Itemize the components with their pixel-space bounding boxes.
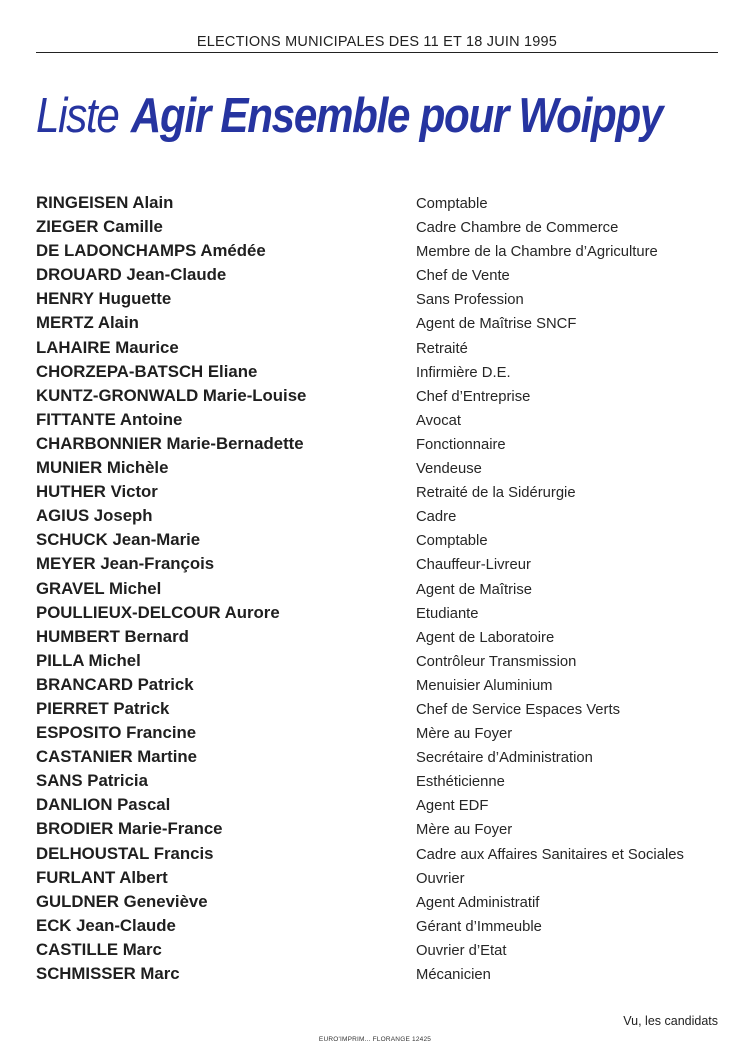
candidate-occupation: Contrôleur Transmission: [416, 653, 577, 670]
candidate-name: GRAVEL Michel: [36, 578, 162, 598]
candidate-row: [0, 458, 750, 482]
candidate-name: PIERRET Patrick: [36, 698, 170, 718]
candidate-occupation: Fonctionnaire: [416, 436, 506, 453]
candidate-occupation: Chef d’Entreprise: [416, 388, 531, 405]
candidate-name: ESPOSITO Francine: [36, 723, 197, 743]
candidate-row: [0, 554, 750, 578]
candidate-name: MEYER Jean-François: [36, 554, 215, 574]
candidate-row: [0, 362, 750, 386]
candidate-name: CASTILLE Marc: [36, 939, 162, 959]
candidate-row: [0, 482, 750, 506]
candidate-name: RINGEISEN Alain: [36, 193, 174, 212]
candidate-occupation: Comptable: [416, 533, 488, 550]
candidate-occupation: Agent de Maîtrise: [416, 581, 532, 598]
candidate-row: [0, 723, 750, 747]
list-title: [36, 88, 663, 144]
candidate-occupation: Mère au Foyer: [416, 726, 513, 743]
candidate-row: [0, 289, 750, 313]
candidate-occupation: Secrétaire d’Administration: [416, 750, 593, 767]
candidate-row: [0, 627, 750, 651]
candidate-occupation: Chauffeur-Livreur: [416, 557, 531, 574]
candidate-occupation: Agent EDF: [416, 798, 489, 815]
candidate-occupation: Membre de la Chambre d’Agriculture: [416, 244, 658, 261]
candidate-row: [0, 530, 750, 554]
candidate-name: BRANCARD Patrick: [36, 674, 194, 694]
election-header: ELECTIONS MUNICIPALES DES 11 ET 18 JUIN 1995: [196, 34, 558, 50]
candidate-name: HUMBERT Bernard: [36, 626, 189, 646]
candidate-row: [0, 651, 750, 675]
candidate-name: CASTANIER Martine: [36, 747, 197, 767]
candidate-occupation: Agent de Maîtrise SNCF: [416, 316, 577, 333]
candidate-name: ZIEGER Camille: [36, 217, 163, 237]
candidate-name: ECK Jean-Claude: [36, 915, 176, 935]
candidate-name: DANLION Pascal: [36, 795, 171, 815]
candidate-row: [0, 193, 750, 217]
candidate-row: [0, 434, 750, 458]
candidate-name: POULLIEUX-DELCOUR Aurore: [36, 602, 280, 622]
candidate-occupation: Comptable: [416, 196, 488, 212]
candidate-occupation: Chef de Service Espaces Verts: [416, 701, 620, 718]
candidate-occupation: Esthéticienne: [416, 774, 505, 791]
candidate-occupation: Vendeuse: [416, 461, 482, 478]
list-title-name: Agir Ensemble pour Woippy: [130, 89, 663, 143]
candidate-occupation: Retraité: [416, 340, 468, 357]
candidate-row: [0, 964, 750, 988]
candidate-name: PILLA Michel: [36, 650, 141, 670]
candidate-row: [0, 819, 750, 843]
candidate-row: [0, 506, 750, 530]
candidate-row: [0, 603, 750, 627]
candidate-row: [0, 892, 750, 916]
candidate-row: [0, 313, 750, 337]
candidate-name: FURLANT Albert: [36, 867, 168, 887]
candidate-occupation: Etudiante: [416, 605, 479, 622]
candidate-occupation: Infirmière D.E.: [416, 364, 511, 381]
candidate-occupation: Menuisier Aluminium: [416, 677, 553, 694]
candidate-row: [0, 868, 750, 892]
candidate-occupation: Avocat: [416, 412, 461, 429]
candidate-name: FITTANTE Antoine: [36, 409, 183, 429]
candidate-row: [0, 916, 750, 940]
printer-imprint: EURO'IMPRIM... FLORANGE 12425: [318, 1036, 432, 1043]
candidate-occupation: Ouvrier d’Etat: [416, 942, 507, 959]
candidate-occupation: Mère au Foyer: [416, 822, 513, 839]
candidate-name: SCHUCK Jean-Marie: [36, 530, 201, 550]
candidate-name: KUNTZ-GRONWALD Marie-Louise: [36, 385, 307, 405]
candidate-name: CHORZEPA-BATSCH Eliane: [36, 361, 258, 381]
candidate-row: [0, 940, 750, 964]
candidate-name: DROUARD Jean-Claude: [36, 265, 227, 285]
candidate-name: SANS Patricia: [36, 771, 148, 791]
candidate-occupation: Agent de Laboratoire: [416, 629, 555, 646]
candidate-row: [0, 338, 750, 362]
signature-line: Vu, les candidats: [623, 1014, 718, 1028]
candidate-name: DELHOUSTAL Francis: [36, 843, 214, 863]
candidate-name: HENRY Huguette: [36, 289, 172, 309]
candidate-occupation: Gérant d’Immeuble: [416, 918, 542, 935]
candidate-name: MUNIER Michèle: [36, 458, 169, 478]
candidate-name: AGIUS Joseph: [36, 506, 153, 526]
candidate-row: [0, 844, 750, 868]
candidate-row: [0, 675, 750, 699]
candidate-row: [0, 241, 750, 265]
candidate-occupation: Sans Profession: [416, 292, 524, 309]
candidate-name: CHARBONNIER Marie-Bernadette: [36, 433, 304, 453]
header-divider: [36, 52, 718, 53]
candidate-name: BRODIER Marie-France: [36, 819, 223, 839]
list-title-prefix: Liste: [36, 89, 119, 143]
candidate-occupation: Cadre aux Affaires Sanitaires et Sociales: [416, 846, 684, 863]
candidate-name: MERTZ Alain: [36, 313, 139, 333]
candidate-row: [0, 795, 750, 819]
candidate-row: [0, 265, 750, 289]
candidate-name: LAHAIRE Maurice: [36, 337, 179, 357]
candidate-row: [0, 217, 750, 241]
candidate-name: GULDNER Geneviève: [36, 891, 208, 911]
candidate-row: [0, 386, 750, 410]
candidate-occupation: Mécanicien: [416, 967, 491, 983]
candidate-list: [0, 193, 750, 988]
candidate-occupation: Cadre: [416, 509, 457, 526]
candidate-name: DE LADONCHAMPS Amédée: [36, 241, 266, 261]
candidate-occupation: Agent Administratif: [416, 894, 540, 911]
candidate-occupation: Ouvrier: [416, 870, 465, 887]
candidate-occupation: Retraité de la Sidérurgie: [416, 485, 576, 502]
candidate-occupation: Chef de Vente: [416, 268, 510, 285]
candidate-occupation: Cadre Chambre de Commerce: [416, 220, 619, 237]
candidate-name: HUTHER Victor: [36, 482, 158, 502]
candidate-row: [0, 410, 750, 434]
candidate-row: [0, 771, 750, 795]
candidate-row: [0, 747, 750, 771]
candidate-name: SCHMISSER Marc: [36, 964, 180, 983]
candidate-row: [0, 579, 750, 603]
candidate-row: [0, 699, 750, 723]
